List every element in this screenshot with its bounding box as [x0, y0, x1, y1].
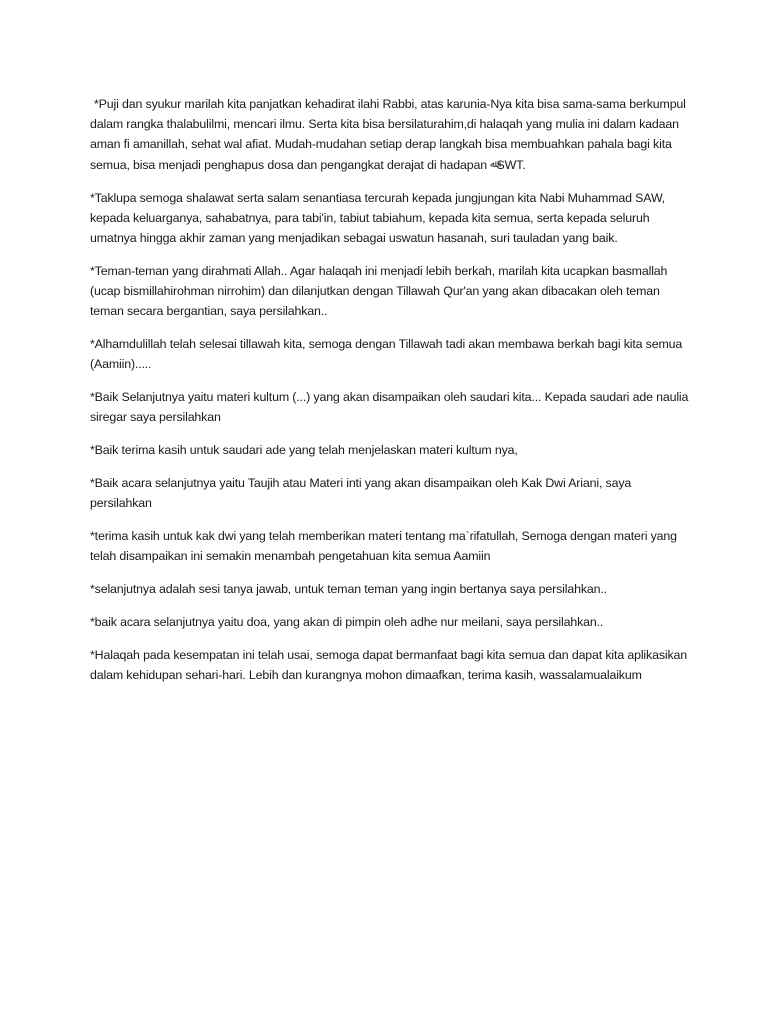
paragraph-shalawat: *Taklupa semoga shalawat serta salam senantiasa tercurah kepada jungjungan kita Nabi Muhammad SAW, kepada keluarganya, sahabatnya, para tabi'in, tabiut tabiahum, kepada kita semua, serta kepada seluruh umatnya hingga akhir zaman yang menjadikan sebagai uswatun hasanah, suri tauladan yang baik. [90, 191, 666, 245]
document-body [90, 94, 690, 698]
allah-calligraphy-glyph: ﷲ [490, 159, 496, 169]
paragraph-kultum-intro: *Baik Selanjutnya yaitu materi kultum (...) yang akan disampaikan oleh saudari kita... Kepada saudari ade naulia siregar saya persilahkan [90, 390, 689, 424]
paragraph-tilawah-intro: *Teman-teman yang dirahmati Allah.. Agar halaqah ini menjadi lebih berkah, marilah kita ucapkan basmallah (ucap bismillahirohman nirrohim) dan dilanjutkan dengan Tillawah Qur'an yang akan dibacakan oleh teman teman secara bergantian, saya persilahkan.. [90, 264, 668, 318]
paragraph-qna: *selanjutnya adalah sesi tanya jawab, untuk teman teman yang ingin bertanya saya persilahkan.. [90, 582, 607, 596]
paragraph-opening-text: *Puji dan syukur marilah kita panjatkan kehadirat ilahi Rabbi, atas karunia-Nya kita bisa sama-sama berkumpul dalam rangka thalabulilmi, mencari ilmu. Serta kita bisa bersilaturahim,di halaqah yang mulia ini dalam kadaan aman fi amanillah, sehat wal afiat. Mudah-mudahan setiap derap langkah bisa membuahkan pahala bagi kita semua, bisa menjadi penghapus dosa dan pengangkat derajat di hadapan [90, 97, 686, 172]
paragraph-doa: *baik acara selanjutnya yaitu doa, yang akan di pimpin oleh adhe nur meilani, saya persilahkan.. [90, 615, 604, 629]
paragraph-tilawah-done: *Alhamdulillah telah selesai tillawah kita, semoga dengan Tillawah tadi akan membawa berkah bagi kita semua (Aamiin)..... [90, 337, 683, 371]
paragraph-opening [90, 94, 690, 175]
paragraph-taujih-intro: *Baik acara selanjutnya yaitu Taujih atau Materi inti yang akan disampaikan oleh Kak Dwi Ariani, saya persilahkan [90, 476, 632, 510]
paragraph-taujih-thanks: *terima kasih untuk kak dwi yang telah memberikan materi tentang ma`rifatullah, Semoga dengan materi yang telah disampaikan ini semakin menambah pengetahuan kita semua Aamiin [90, 529, 677, 563]
paragraph-opening-tail: SWT. [496, 158, 526, 172]
paragraph-kultum-thanks: *Baik terima kasih untuk saudari ade yang telah menjelaskan materi kultum nya, [90, 443, 518, 457]
paragraph-closing: *Halaqah pada kesempatan ini telah usai, semoga dapat bermanfaat bagi kita semua dan dapat kita aplikasikan dalam kehidupan sehari-hari. Lebih dan kurangnya mohon dimaafkan, terima kasih, wassalamualaikum [90, 648, 687, 682]
